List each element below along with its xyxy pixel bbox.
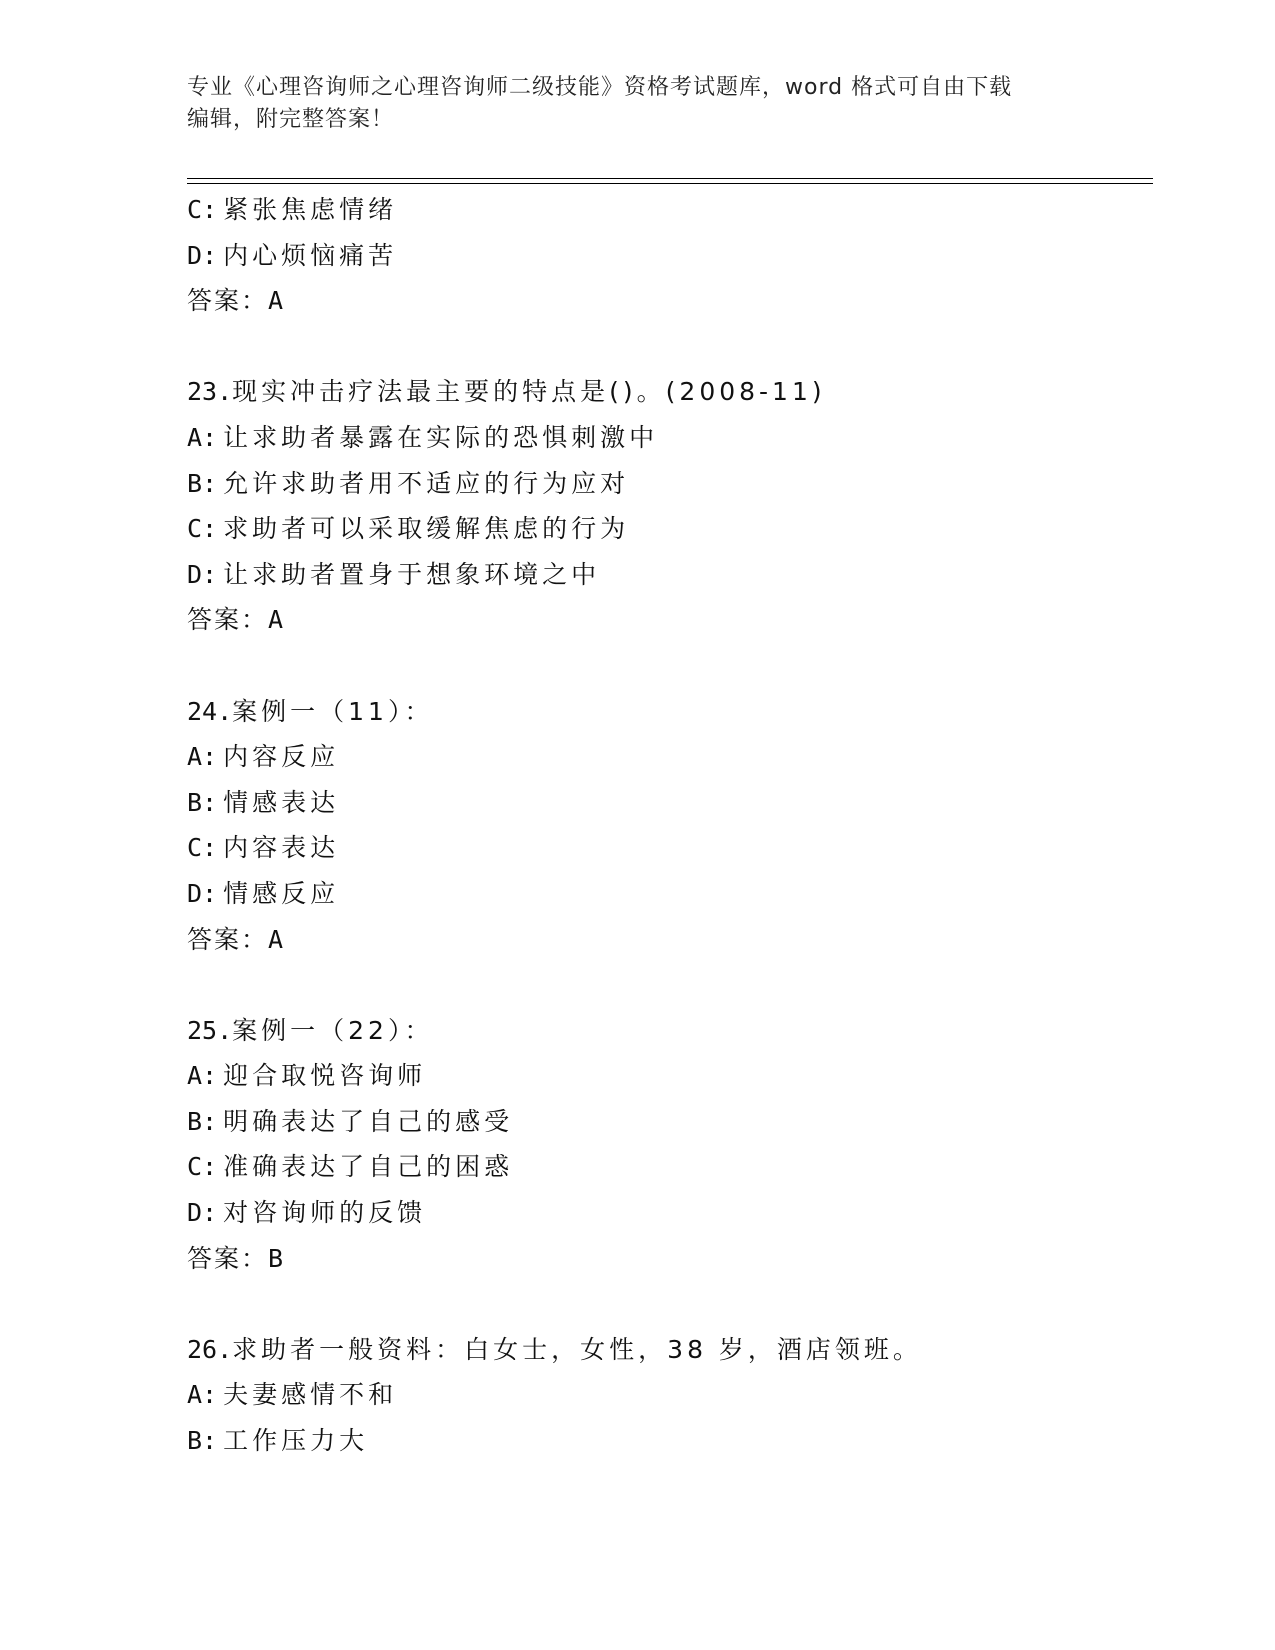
question-text: 现实冲击疗法最主要的特点是()。(2008-11) (232, 377, 826, 407)
option-label: C: (187, 833, 218, 863)
option-a (187, 1372, 1153, 1418)
answer-line (187, 1236, 1153, 1282)
question-number: 25. (187, 1015, 233, 1045)
option-text: 求助者可以采取缓解焦虑的行为 (223, 514, 630, 544)
option-label: C: (187, 514, 218, 544)
option-c (187, 825, 1153, 871)
question-text: 求助者一般资料：白女士，女性，38 岁，酒店领班。 (232, 1334, 922, 1364)
answer-label: 答案： (187, 605, 269, 635)
answer-value: A (268, 605, 284, 635)
option-label: B: (187, 787, 218, 817)
header-divider-bottom (187, 183, 1153, 184)
question-number: 26. (187, 1334, 233, 1364)
question-stem (187, 689, 1153, 735)
option-b (187, 1099, 1153, 1145)
option-label: A: (187, 1380, 218, 1410)
option-text: 内容表达 (223, 833, 340, 863)
question-number: 23. (187, 377, 233, 407)
question-text: 案例一（22）： (232, 1015, 434, 1045)
option-a (187, 734, 1153, 780)
option-label: B: (187, 1426, 218, 1456)
option-c (187, 1144, 1153, 1190)
answer-label: 答案： (187, 286, 269, 316)
option-text: 迎合取悦咨询师 (223, 1061, 427, 1091)
answer-label: 答案： (187, 924, 269, 954)
question-25 (187, 1008, 1153, 1282)
answer-value: A (268, 286, 284, 316)
header-line-2: 编辑，附完整答案！ (187, 107, 395, 132)
option-text: 明确表达了自己的感受 (223, 1106, 514, 1136)
option-b (187, 461, 1153, 507)
option-a (187, 415, 1153, 461)
option-label: B: (187, 1106, 218, 1136)
spacer (187, 962, 1153, 1008)
spacer (187, 1281, 1153, 1327)
header-divider-top (187, 178, 1153, 179)
answer-line (187, 278, 1153, 324)
option-text: 情感表达 (223, 787, 340, 817)
option-label: C: (187, 195, 218, 224)
question-text: 案例一（11）： (232, 696, 434, 726)
option-label: D: (187, 559, 218, 589)
header-line-1: 专业《心理咨询师之心理咨询师二级技能》资格考试题库，word 格式可自由下载 (187, 75, 1013, 100)
option-label: C: (187, 1152, 218, 1182)
option-label: D: (187, 240, 218, 270)
option-text: 准确表达了自己的困惑 (223, 1152, 514, 1182)
option-text: 内心烦恼痛苦 (223, 240, 398, 270)
option-text: 让求助者置身于想象环境之中 (223, 559, 601, 589)
option-text: 工作压力大 (223, 1426, 369, 1456)
question-24 (187, 689, 1153, 963)
answer-value: B (268, 1243, 284, 1273)
option-c (187, 506, 1153, 552)
question-stem (187, 369, 1153, 415)
option-label: A: (187, 742, 218, 772)
answer-value: A (268, 924, 284, 954)
option-label: D: (187, 878, 218, 908)
option-a (187, 1053, 1153, 1099)
question-stem (187, 1327, 1153, 1373)
option-label: D: (187, 1198, 218, 1228)
answer-line (187, 597, 1153, 643)
option-text: 内容反应 (223, 742, 340, 772)
question-stem (187, 1008, 1153, 1054)
question-partial (187, 187, 1153, 324)
option-d (187, 233, 1153, 279)
question-26 (187, 1327, 1153, 1464)
option-text: 紧张焦虑情绪 (223, 195, 398, 224)
option-label: A: (187, 1061, 218, 1091)
option-text: 让求助者暴露在实际的恐惧刺激中 (223, 422, 659, 452)
option-d (187, 552, 1153, 598)
question-number: 24. (187, 696, 233, 726)
answer-line (187, 917, 1153, 963)
option-c (187, 187, 1153, 233)
spacer (187, 643, 1153, 689)
option-label: A: (187, 422, 218, 452)
spacer (187, 324, 1153, 370)
document-header (187, 72, 1067, 136)
option-b (187, 780, 1153, 826)
option-text: 对咨询师的反馈 (223, 1198, 427, 1228)
question-list (187, 187, 1153, 1464)
answer-label: 答案： (187, 1243, 269, 1273)
option-d (187, 1190, 1153, 1236)
option-text: 允许求助者用不适应的行为应对 (223, 468, 630, 498)
option-text: 夫妻感情不和 (223, 1380, 398, 1410)
question-23 (187, 369, 1153, 643)
option-d (187, 871, 1153, 917)
option-text: 情感反应 (223, 878, 340, 908)
option-label: B: (187, 468, 218, 498)
option-b (187, 1418, 1153, 1464)
